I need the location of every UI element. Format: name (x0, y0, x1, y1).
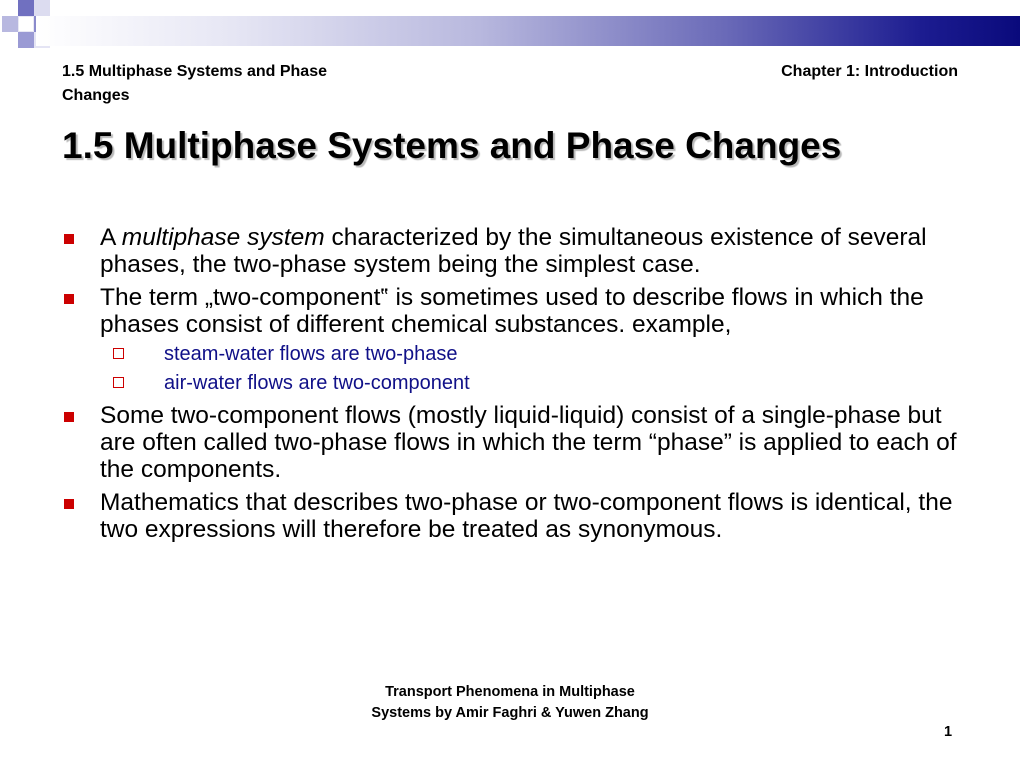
hollow-square-bullet-icon (113, 377, 124, 388)
square-bullet-icon (64, 499, 74, 509)
bullet-item (62, 402, 972, 483)
bullet-text: The term „two-component‟ is sometimes used to describe flows in which the phases consist of different chemical substances. example, (100, 284, 924, 338)
bullet-item (62, 284, 972, 338)
bullet-text-post: characterized by the simultaneous existence of several phases, the two-phase system being the simplest case. (100, 224, 927, 278)
bullet-text: Mathematics that describes two-phase or two-component flows is identical, the two expressions will therefore be treated as synonymous. (100, 489, 953, 543)
bullet-text-pre: A (100, 224, 122, 251)
bullet-list (62, 224, 972, 549)
square-bullet-icon (64, 294, 74, 304)
bullet-item (62, 224, 972, 278)
bullet-text-emphasis: multiphase system (121, 224, 325, 251)
bullet-item (62, 489, 972, 543)
sub-bullet-item (62, 342, 972, 367)
sub-bullet-text: air-water flows are two-component (164, 372, 470, 394)
slide-title: 1.5 Multiphase Systems and Phase Changes (62, 125, 842, 166)
header-section-title: 1.5 Multiphase Systems and Phase Changes (62, 63, 327, 104)
square-bullet-icon (64, 412, 74, 422)
header-chapter-title: Chapter 1: Introduction (781, 63, 958, 80)
square-bullet-icon (64, 234, 74, 244)
footer-citation: Transport Phenomena in Multiphase Systems by Amir Faghri & Yuwen Zhang (371, 684, 649, 721)
bullet-text: Some two-component flows (mostly liquid-liquid) consist of a single-phase but are often called two-phase flows in which the term “phase” is applied to each of the components. (100, 402, 957, 483)
sub-bullet-item (62, 371, 972, 396)
sub-bullet-text: steam-water flows are two-phase (164, 343, 458, 365)
header-gradient-band (36, 16, 1020, 46)
hollow-square-bullet-icon (113, 348, 124, 359)
page-number: 1 (944, 724, 953, 740)
